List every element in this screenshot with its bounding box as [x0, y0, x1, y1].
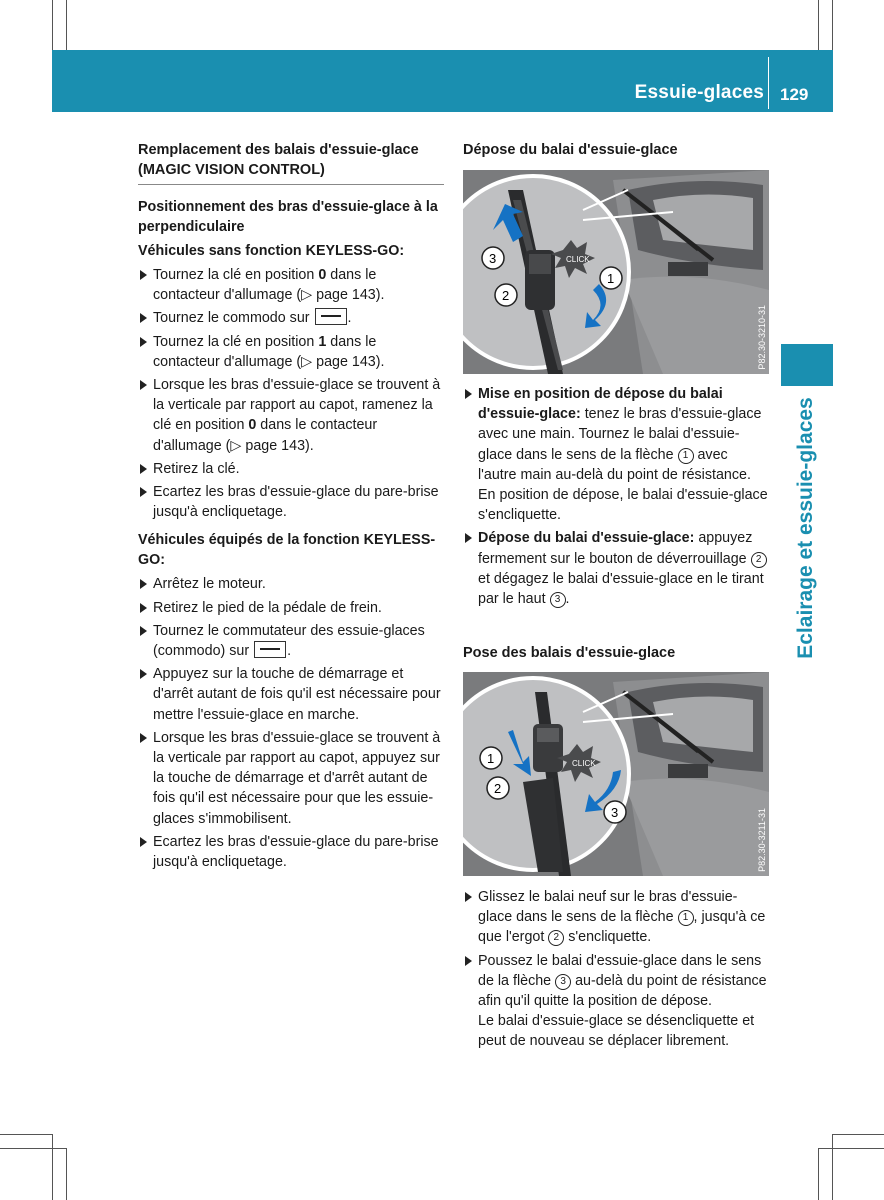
crop-mark: [66, 1148, 67, 1200]
wiper-switch-icon: [315, 308, 347, 325]
crop-mark: [66, 0, 67, 50]
wiper-install-illustration: [463, 672, 769, 876]
crop-mark: [818, 1148, 884, 1149]
list-item: Mise en position de dépose du balai d'essuie-glace: tenez le bras d'essuie-glace avec une main. Tournez le balai d'essuie-glace dans le sens de la flèche 1 avec l'autre main au-delà du point de résistance. En position de dépose, le balai d'essuie-glace s'encliquette.: [463, 384, 769, 525]
list-item: Tournez la clé en position 0 dans le contacteur d'allumage (▷ page 143).: [138, 265, 444, 305]
wiper-removal-illustration: [463, 170, 769, 374]
crop-mark: [0, 1148, 66, 1149]
click-label: CLICK: [572, 759, 596, 768]
wiper-switch-icon: [254, 641, 286, 658]
removal-title: Dépose du balai d'essuie-glace: [463, 142, 678, 158]
callout-two: 2: [494, 781, 502, 796]
callout-one: 1: [487, 751, 495, 766]
list-item: Poussez le balai d'essuie-glace dans le sens de la flèche 3 au-delà du point de résistance afin qu'il quitte la position de dépose. Le balai d'essuie-glace se désencliquette et peut de nouveau se déplacer librement.: [463, 951, 769, 1052]
number-badge: 1: [678, 448, 694, 464]
list-item: Lorsque les bras d'essuie-glace se trouvent à la verticale par rapport au capot, ramenez la clé en position 0 dans le contacteur d'allumage (▷ page 143).: [138, 375, 444, 456]
callout-three: 3: [611, 805, 619, 820]
group-title-no-keyless: Véhicules sans fonction KEYLESS-GO:: [138, 243, 405, 259]
list-item: Appuyez sur la touche de démarrage et d'arrêt autant de fois qu'il est nécessaire pour mettre l'essuie-glace en marche.: [138, 664, 444, 725]
group-title-keyless: Véhicules équipés de la fonction KEYLESS-GO:: [138, 532, 436, 569]
number-badge: 3: [550, 592, 566, 608]
callout-one: 1: [607, 271, 615, 286]
crop-mark: [818, 0, 819, 50]
chapter-side-label: Eclairage et essuie-glaces: [794, 397, 817, 659]
figure-code: P82.30-3211-31: [757, 808, 767, 872]
figure-code: P82.30-3210-31: [757, 305, 767, 370]
removal-steps-block: [463, 384, 769, 612]
crop-mark: [832, 0, 833, 50]
list-item: Retirez le pied de la pédale de frein.: [138, 598, 444, 618]
page-title: Essuie-glaces: [634, 82, 764, 103]
crop-mark: [52, 1134, 53, 1200]
subsection-title: Positionnement des bras d'essuie-glace à la perpendiculaire: [138, 199, 438, 235]
install-title: Pose des balais d'essuie-glace: [463, 645, 676, 661]
list-item: Lorsque les bras d'essuie-glace se trouvent à la verticale par rapport au capot, appuyez sur la touche de démarrage et d'arrêt autant de fois qu'il est nécessaire pour que les essuie-glaces s'immobilisent.: [138, 728, 444, 829]
list-item: Glissez le balai neuf sur le bras d'essuie-glace dans le sens de la flèche 1 , jusqu'à ce que l'ergot 2 s'encliquette.: [463, 887, 769, 948]
crop-mark: [832, 1134, 884, 1135]
steps-no-keyless: [138, 265, 444, 522]
crop-mark: [832, 1134, 833, 1200]
list-item: Dépose du balai d'essuie-glace: appuyez fermement sur le bouton de déverrouillage 2 et dégagez le balai d'essuie-glace en le tirant par le haut 3 .: [463, 528, 769, 609]
removal-steps: [463, 384, 769, 609]
list-item: Ecartez les bras d'essuie-glace du pare-brise jusqu'à encliquetage.: [138, 832, 444, 872]
list-item: Retirez la clé.: [138, 459, 444, 479]
crop-mark: [818, 1148, 819, 1200]
list-item: Tournez le commutateur des essuie-glaces (commodo) sur .: [138, 621, 444, 661]
number-badge: 2: [751, 552, 767, 568]
number-badge: 3: [555, 974, 571, 990]
removal-figure-svg: [463, 170, 769, 374]
list-item: Tournez la clé en position 1 dans le contacteur d'allumage (▷ page 143).: [138, 332, 444, 372]
callout-three: 3: [489, 251, 497, 266]
install-steps-block: [463, 887, 769, 1055]
crop-mark: [52, 0, 53, 50]
side-tab-marker: [781, 344, 833, 386]
left-column: [138, 140, 444, 875]
list-item: Ecartez les bras d'essuie-glace du pare-brise jusqu'à encliquetage.: [138, 482, 444, 522]
page-number: 129: [780, 85, 809, 104]
install-figure-svg: [463, 672, 769, 876]
steps-keyless: [138, 574, 444, 872]
install-steps: [463, 887, 769, 1052]
list-item: Tournez le commodo sur .: [138, 308, 444, 328]
list-item: Arrêtez le moteur.: [138, 574, 444, 594]
number-badge: 1: [678, 910, 694, 926]
callout-two: 2: [502, 288, 510, 303]
header-separator: [768, 57, 769, 109]
click-label: CLICK: [566, 255, 590, 264]
section-title: Remplacement des balais d'essuie-glace (MAGIC VISION CONTROL): [138, 140, 444, 185]
crop-mark: [0, 1134, 52, 1135]
number-badge: 2: [548, 930, 564, 946]
